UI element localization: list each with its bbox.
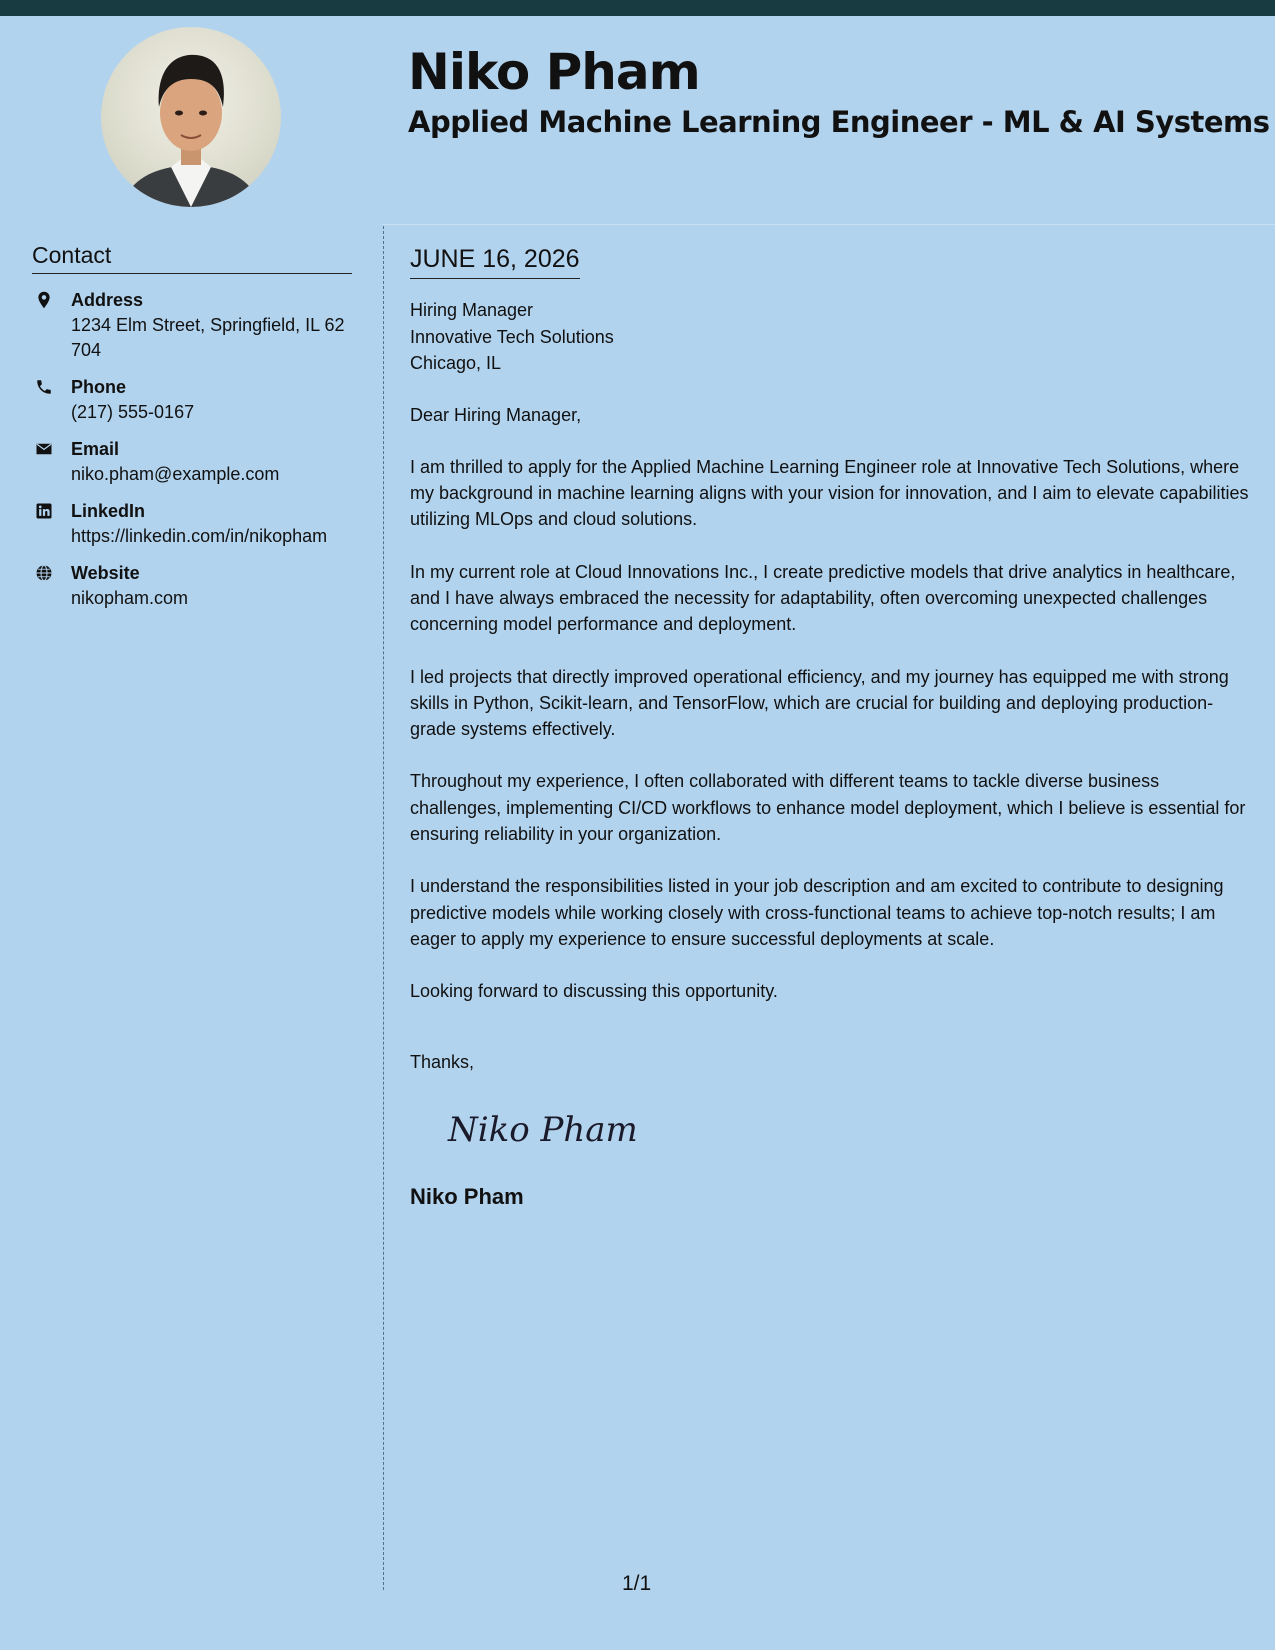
- letter-closing: Thanks,: [410, 1051, 475, 1072]
- contact-heading: Contact: [32, 240, 352, 274]
- recipient-name: Hiring Manager: [410, 300, 534, 320]
- letter-paragraph: I led projects that directly improved operational efficiency, and my journey has equipped me with strong skills in Python, Scikit-learn, and TensorFlow, which are crucial for building and deploying production-grade systems effectively.: [410, 666, 1229, 740]
- letter-paragraph: Throughout my experience, I often collaborated with different teams to tackle diverse business challenges, implementing CI/CD workflows to enhance model deployment, which I believe is essential for ensuring reliability in your organization.: [410, 771, 1246, 845]
- address-value: 1234 Elm Street, Springfield, IL 62704: [71, 315, 345, 360]
- letter-date: JUNE 16, 2026: [410, 240, 580, 279]
- portrait-illustration: [101, 27, 281, 207]
- contact-linkedin: [32, 499, 352, 549]
- letter-body: [410, 240, 1250, 1212]
- recipient-location: Chicago, IL: [410, 353, 502, 373]
- printed-name: Niko Pham: [410, 1183, 524, 1209]
- email-value: niko.pham@example.com: [71, 464, 280, 484]
- profile-photo: [101, 27, 281, 207]
- top-bar: [0, 0, 1275, 16]
- website-label: Website: [71, 563, 140, 583]
- recipient-company: Innovative Tech Solutions: [410, 326, 614, 347]
- linkedin-value[interactable]: https://linkedin.com/in/nikopham: [71, 526, 328, 546]
- signature-text: Niko Pham: [448, 1109, 638, 1150]
- recipient-block: [410, 297, 1250, 377]
- contact-sidebar: [32, 240, 352, 623]
- handwritten-signature: [442, 1095, 702, 1165]
- linkedin-icon: [35, 502, 53, 520]
- website-value[interactable]: nikopham.com: [71, 588, 189, 608]
- contact-email: [32, 437, 352, 487]
- phone-label: Phone: [71, 377, 127, 397]
- letter-paragraph: In my current role at Cloud Innovations Inc., I create predictive models that drive analytics in healthcare, and I have always embraced the necessity for adaptability, often overcoming unexpected challenges concerning model performance and deployment.: [410, 561, 1236, 635]
- phone-value: (217) 555-0167: [71, 402, 195, 422]
- contact-website: [32, 561, 352, 611]
- contact-phone: [32, 375, 352, 425]
- linkedin-label: LinkedIn: [71, 501, 146, 521]
- letter-greeting: Dear Hiring Manager,: [410, 404, 582, 425]
- envelope-icon: [35, 440, 53, 458]
- applicant-title: Applied Machine Learning Engineer - ML & AI Systems: [408, 105, 1270, 139]
- column-divider: [383, 226, 384, 1590]
- letter-paragraph: Looking forward to discussing this opportunity.: [410, 981, 778, 1002]
- map-pin-icon: [35, 291, 53, 309]
- letter-paragraph: I understand the responsibilities listed in your job description and am excited to contribute to designing predictive models while working closely with cross-functional teams to achieve top-notch results; I am eager to apply my experience to ensure successful deployments at scale.: [410, 876, 1224, 949]
- letter-paragraph: I am thrilled to apply for the Applied Machine Learning Engineer role at Innovative Tech Solutions, where my background in machine learning aligns with your vision for innovation, and I aim to elevate capabilities utilizing MLOps and cloud solutions.: [410, 456, 1249, 530]
- page-number: 1/1: [622, 1572, 652, 1595]
- email-label: Email: [71, 439, 120, 459]
- globe-icon: [35, 564, 53, 582]
- header-divider: [382, 224, 1275, 225]
- contact-address: [32, 288, 352, 363]
- address-label: Address: [71, 290, 144, 310]
- phone-icon: [35, 378, 53, 396]
- applicant-name: Niko Pham: [408, 43, 700, 101]
